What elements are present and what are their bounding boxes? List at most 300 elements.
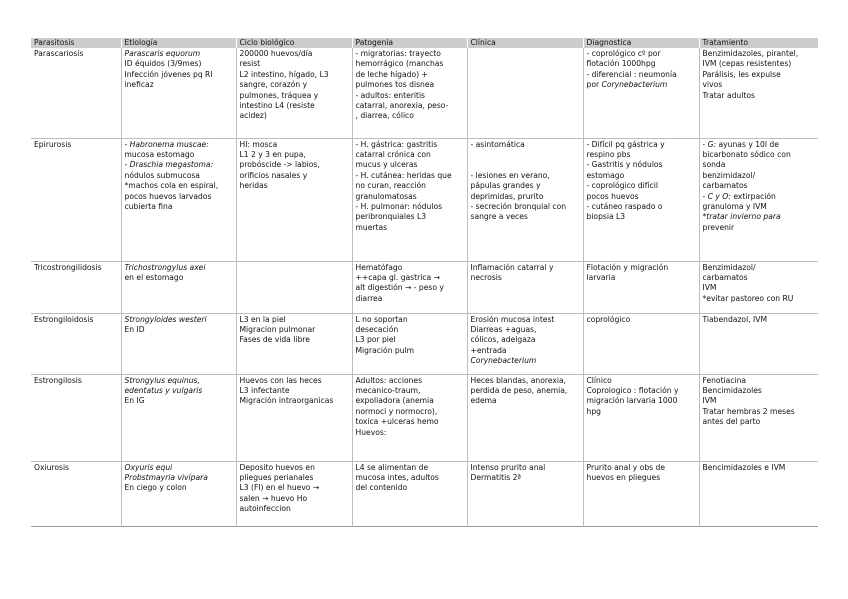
cell-text: acidez) xyxy=(239,111,267,121)
cell-parasitosis xyxy=(31,261,121,313)
cell-line xyxy=(240,70,349,80)
cell-line xyxy=(356,202,464,212)
cell-text: carbamatos xyxy=(702,181,748,191)
cell-text: carbamatos xyxy=(702,272,748,282)
cell-line xyxy=(703,294,816,304)
cell-line xyxy=(125,171,233,181)
cell-text: IVM xyxy=(702,396,717,406)
cell-text: Tratar adultos xyxy=(702,90,755,100)
cell-line xyxy=(587,70,696,80)
cell-text: ID équidos (3/9mes) xyxy=(124,59,202,69)
table-row xyxy=(31,313,818,374)
cell-text: necrosis xyxy=(470,272,502,282)
cell-line xyxy=(703,160,816,170)
cell-text: Dermatitis 2ª xyxy=(470,472,522,482)
cell-text: - secreción bronquial con xyxy=(470,201,567,211)
header-tratamiento: Tratamiento xyxy=(699,38,818,48)
cell-text: pulmones, tráquea y xyxy=(239,90,319,100)
cell-text: no curan, reacción xyxy=(355,181,426,191)
parasitosis-table xyxy=(31,38,818,527)
cell-line xyxy=(356,140,464,150)
cell-line xyxy=(356,192,464,202)
cell-line xyxy=(587,273,696,283)
cell-etiologia xyxy=(121,461,236,526)
cell-text: - coprológico difícil xyxy=(586,181,658,191)
cell-text: - cutáneo raspado o xyxy=(586,201,663,211)
cell-text: orificios nasales y xyxy=(239,170,308,180)
cell-text: Hematófago xyxy=(355,262,403,272)
cell-line xyxy=(356,407,464,417)
cell-text: Strongylus equinus, xyxy=(124,375,200,385)
cell-line xyxy=(703,223,816,233)
cell-line xyxy=(587,59,696,69)
cell-line xyxy=(703,463,816,473)
cell-line xyxy=(356,294,464,304)
cell-text: - H. gástrica: gastritis xyxy=(355,139,438,149)
cell-line xyxy=(240,59,349,69)
cell-text: Corynebacterium xyxy=(601,80,668,90)
cell-patogenia xyxy=(352,374,467,461)
cell-line xyxy=(587,192,696,202)
cell-line xyxy=(240,140,349,150)
cell-text: - H. cutánea: heridas que xyxy=(355,170,452,180)
header-etiologia: Etiología xyxy=(121,38,236,48)
cell-text: - xyxy=(124,160,130,170)
cell-text: Draschia megastoma: xyxy=(129,160,214,170)
cell-patogenia xyxy=(352,313,467,374)
cell-text: pocos huevos xyxy=(586,191,639,201)
cell-ciclo-biologico xyxy=(236,374,352,461)
cell-line xyxy=(587,463,696,473)
cell-etiologia xyxy=(121,374,236,461)
cell-ciclo-biologico xyxy=(236,138,352,261)
cell-patogenia xyxy=(352,48,467,138)
cell-text: hemorrágico (manchas xyxy=(355,59,444,69)
cell-line xyxy=(703,417,816,427)
cell-line xyxy=(356,315,464,325)
cell-text: Benzimidazol/ xyxy=(702,262,756,272)
cell-line xyxy=(587,473,696,483)
header-clinica: Clínica xyxy=(467,38,583,48)
cell-clinica xyxy=(467,48,583,138)
cell-text: intestino L4 (resiste xyxy=(239,101,315,111)
cell-line xyxy=(587,80,696,90)
cell-clinica xyxy=(467,261,583,313)
cell-text: larvaria xyxy=(586,272,616,282)
cell-text: Erosión mucosa intest xyxy=(470,314,555,324)
cell-text: resist xyxy=(239,59,261,69)
cell-text: *machos cola en espiral, xyxy=(124,181,219,191)
cell-tratamiento xyxy=(699,313,818,374)
cell-line xyxy=(125,59,233,69)
cell-text: ++capa gl. gastrica → xyxy=(355,272,440,282)
cell-line xyxy=(125,80,233,90)
cell-line xyxy=(356,70,464,80)
cell-text: - xyxy=(702,191,708,201)
cell-text: ayunas y 10l de xyxy=(716,139,779,149)
cell-text: ineficaz xyxy=(124,80,154,90)
cell-ciclo-biologico xyxy=(236,48,352,138)
cell-line xyxy=(34,49,118,59)
cell-line xyxy=(356,325,464,335)
cell-text: C y O: xyxy=(707,191,731,201)
cell-text: L1 2 y 3 en pupa, xyxy=(239,149,306,159)
cell-text: antes del parto xyxy=(702,417,761,427)
cell-text: muertas xyxy=(355,222,388,232)
header-parasitosis: Parasitosis xyxy=(31,38,121,48)
cell-line xyxy=(356,417,464,427)
cell-line xyxy=(587,160,696,170)
cell-text: En ID xyxy=(124,324,145,334)
cell-line xyxy=(240,376,349,386)
cell-line xyxy=(125,396,233,406)
cell-line xyxy=(356,335,464,345)
cell-diagnostica xyxy=(583,461,699,526)
cell-line xyxy=(356,376,464,386)
cell-line xyxy=(125,263,233,273)
cell-line xyxy=(703,171,816,181)
cell-line xyxy=(34,463,118,473)
cell-text: del contenido xyxy=(355,483,408,493)
cell-text: biopsia L3 xyxy=(586,212,626,222)
cell-text: sangre a veces xyxy=(470,212,528,222)
cell-text: Bencimidazoles e IVM xyxy=(702,462,786,472)
cell-line xyxy=(240,335,349,345)
cell-line xyxy=(471,202,580,212)
cell-text: diarrea xyxy=(355,293,383,303)
cell-line xyxy=(125,483,233,493)
cell-line xyxy=(471,473,580,483)
cell-text: cólicos, adelgaza xyxy=(470,335,536,345)
cell-text: - coprológico cº por xyxy=(586,49,661,58)
cell-text: 200000 huevos/día xyxy=(239,49,313,58)
cell-text: Prurito anal y obs de xyxy=(586,462,666,472)
cell-etiologia xyxy=(121,138,236,261)
cell-text: benzimidazol/ xyxy=(702,170,756,180)
cell-line xyxy=(471,212,580,222)
cell-text: desecación xyxy=(355,324,399,334)
cell-line xyxy=(471,171,580,181)
cell-line xyxy=(240,473,349,483)
table-row xyxy=(31,261,818,313)
cell-line xyxy=(240,160,349,170)
cell-text: coprológico xyxy=(586,314,631,324)
cell-line xyxy=(471,376,580,386)
cell-patogenia xyxy=(352,461,467,526)
cell-parasitosis xyxy=(31,374,121,461)
cell-text: Strongyloides westeri xyxy=(124,314,207,324)
cell-text: toxica +ulceras hemo xyxy=(355,417,439,427)
cell-line xyxy=(356,80,464,90)
cell-line xyxy=(356,59,464,69)
cell-line xyxy=(240,150,349,160)
cell-text: Infección jóvenes pq RI xyxy=(124,69,213,79)
cell-line xyxy=(471,335,580,345)
cell-etiologia xyxy=(121,48,236,138)
cell-text: bicarbonato sódico con xyxy=(702,149,791,159)
cell-text: - Difícil pq gástrica y xyxy=(586,139,665,149)
cell-text: Trichostrongylus axei xyxy=(124,262,206,272)
cell-text: Probstmayria vivípara xyxy=(124,472,208,482)
cell-line xyxy=(240,80,349,90)
cell-line xyxy=(356,171,464,181)
cell-text: perdida de peso, anemia, xyxy=(470,385,568,395)
cell-line xyxy=(125,386,233,396)
cell-line xyxy=(703,70,816,80)
cell-line xyxy=(240,463,349,473)
cell-clinica xyxy=(467,313,583,374)
cell-text: huevos en pliegues xyxy=(586,472,661,482)
cell-line xyxy=(703,283,816,293)
cell-text: Migración intraorganicas xyxy=(239,396,334,406)
cell-diagnostica xyxy=(583,313,699,374)
cell-text: *tratar invierno para xyxy=(702,212,781,222)
cell-line xyxy=(587,396,696,406)
cell-text: salen → huevo Ho xyxy=(239,493,308,503)
cell-patogenia xyxy=(352,138,467,261)
cell-ciclo-biologico xyxy=(236,313,352,374)
cell-tratamiento xyxy=(699,48,818,138)
cell-line xyxy=(125,463,233,473)
cell-text: edema xyxy=(470,396,497,406)
cell-diagnostica xyxy=(583,261,699,313)
cell-clinica xyxy=(467,374,583,461)
cell-line xyxy=(356,49,464,59)
table-row xyxy=(31,374,818,461)
cell-line xyxy=(240,315,349,325)
cell-text: Diarreas +aguas, xyxy=(470,324,537,334)
cell-text: sangre, corazón y xyxy=(239,80,308,90)
cell-line xyxy=(356,91,464,101)
cell-line xyxy=(587,212,696,222)
cell-line xyxy=(125,140,233,150)
cell-line xyxy=(356,473,464,483)
cell-text: Flotación y migración xyxy=(586,262,669,272)
cell-text: hpg xyxy=(586,406,601,416)
cell-etiologia xyxy=(121,313,236,374)
cell-line xyxy=(240,396,349,406)
cell-line xyxy=(125,49,233,59)
cell-text: migración larvaria 1000 xyxy=(586,396,678,406)
cell-line xyxy=(356,386,464,396)
cell-line xyxy=(471,386,580,396)
cell-text: extirpación xyxy=(730,191,776,201)
cell-line xyxy=(471,463,580,473)
table-body xyxy=(31,48,818,526)
cell-text: Clínico xyxy=(586,375,612,385)
table-row xyxy=(31,461,818,526)
cell-text: Parascaris equorum xyxy=(124,49,201,58)
cell-text: Huevos: xyxy=(355,427,387,437)
cell-line xyxy=(587,171,696,181)
cell-text: +entrada xyxy=(470,345,507,355)
cell-text: de leche hígado) + xyxy=(355,69,428,79)
cell-text: En ciego y colon xyxy=(124,483,187,493)
cell-line xyxy=(125,181,233,191)
cell-line xyxy=(471,160,580,170)
cell-line xyxy=(587,181,696,191)
cell-tratamiento xyxy=(699,261,818,313)
cell-line xyxy=(240,325,349,335)
cell-text: estomago xyxy=(586,170,625,180)
cell-text: En IG xyxy=(124,396,145,406)
cell-line xyxy=(356,263,464,273)
cell-line xyxy=(125,315,233,325)
cell-text: Tiabendazol, IVM xyxy=(702,314,768,324)
cell-text: Oxyuris equi xyxy=(124,462,173,472)
table-row xyxy=(31,48,818,138)
cell-line xyxy=(703,376,816,386)
cell-text: Huevos con las heces xyxy=(239,375,322,385)
cell-etiologia xyxy=(121,261,236,313)
cell-parasitosis xyxy=(31,461,121,526)
cell-parasitosis xyxy=(31,313,121,374)
cell-text: pliegues perianales xyxy=(239,472,314,482)
cell-diagnostica xyxy=(583,374,699,461)
cell-clinica xyxy=(467,461,583,526)
cell-line xyxy=(587,49,696,59)
cell-text: granuloma y IVM xyxy=(702,201,767,211)
cell-line xyxy=(356,212,464,222)
header-ciclo-biologico: Ciclo biológico xyxy=(236,38,352,48)
cell-text: L3 (FI) en el huevo → xyxy=(239,483,320,493)
cell-line xyxy=(471,181,580,191)
cell-ciclo-biologico xyxy=(236,461,352,526)
cell-line xyxy=(703,202,816,212)
cell-text: - asintomática xyxy=(470,139,525,149)
cell-line xyxy=(356,428,464,438)
cell-parasitosis xyxy=(31,138,121,261)
cell-text: Migración pulm xyxy=(355,345,415,355)
cell-text: Bencimidazoles xyxy=(702,385,762,395)
cell-line xyxy=(703,315,816,325)
cell-line xyxy=(703,192,816,202)
cell-text: Habronema muscae: xyxy=(129,139,209,149)
cell-line xyxy=(125,325,233,335)
cell-text: Epirurosis xyxy=(34,139,72,149)
cell-text: Intenso prurito anal xyxy=(470,462,546,472)
cell-text: sonda xyxy=(702,160,726,170)
cell-line xyxy=(703,212,816,222)
cell-line xyxy=(125,160,233,170)
table-row xyxy=(31,138,818,261)
cell-text: - migratorias: trayecto xyxy=(355,49,441,58)
cell-line xyxy=(125,273,233,283)
cell-line xyxy=(703,140,816,150)
cell-text: IVM (cepas resistentes) xyxy=(702,59,792,69)
cell-text: autoinfeccion xyxy=(239,504,291,514)
cell-line xyxy=(471,396,580,406)
cell-line xyxy=(125,473,233,483)
cell-line xyxy=(703,181,816,191)
cell-text: Heces blandas, anorexia, xyxy=(470,375,567,385)
cell-diagnostica xyxy=(583,48,699,138)
cell-text: nódulos submucosa xyxy=(124,170,200,180)
cell-text: vivos xyxy=(702,80,723,90)
cell-line xyxy=(34,263,118,273)
cell-line xyxy=(587,150,696,160)
cell-text: L2 intestino, hígado, L3 xyxy=(239,69,329,79)
cell-line xyxy=(703,150,816,160)
header-diagnostica: Diagnostica xyxy=(583,38,699,48)
cell-text: expoliadora (anemia xyxy=(355,396,434,406)
header-row xyxy=(31,38,818,48)
cell-text: *evitar pastoreo con RU xyxy=(702,293,794,303)
cell-line xyxy=(240,386,349,396)
cell-text: mucosa estomago xyxy=(124,149,195,159)
cell-text: L no soportan xyxy=(355,314,408,324)
cell-line xyxy=(471,263,580,273)
cell-text: Deposito huevos en xyxy=(239,462,315,472)
cell-text: Adultos: acciones xyxy=(355,375,423,385)
cell-text: - H. pulmonar: nódulos xyxy=(355,201,443,211)
cell-text: - xyxy=(702,139,708,149)
cell-text: alt digestión → - peso y xyxy=(355,283,444,293)
cell-line xyxy=(587,263,696,273)
cell-line xyxy=(240,494,349,504)
cell-tratamiento xyxy=(699,374,818,461)
cell-text: Migracion pulmonar xyxy=(239,324,316,334)
cell-text: - diferencial : neumonía xyxy=(586,69,677,79)
cell-text: probóscide -> labios, xyxy=(239,160,320,170)
cell-line xyxy=(240,91,349,101)
cell-line xyxy=(356,463,464,473)
cell-tratamiento xyxy=(699,461,818,526)
cell-line xyxy=(703,59,816,69)
cell-text: Oxiurosis xyxy=(34,462,70,472)
cell-line xyxy=(703,386,816,396)
cell-line xyxy=(125,376,233,386)
cell-text: prevenir xyxy=(702,222,735,232)
cell-text: Fases de vida libre xyxy=(239,335,310,345)
cell-text: Inflamación catarral y xyxy=(470,262,554,272)
cell-text: pocos huevos larvados xyxy=(124,191,212,201)
cell-text: respino pbs xyxy=(586,149,631,159)
cell-text: - adultos: enteritis xyxy=(355,90,426,100)
cell-clinica xyxy=(467,138,583,261)
cell-line xyxy=(703,91,816,101)
cell-line xyxy=(587,202,696,212)
cell-line xyxy=(471,140,580,150)
cell-line xyxy=(471,356,580,366)
cell-text: peribronquiales L3 xyxy=(355,212,427,222)
cell-line xyxy=(703,273,816,283)
cell-text: en el estomago xyxy=(124,272,184,282)
cell-tratamiento xyxy=(699,138,818,261)
cell-line xyxy=(356,150,464,160)
cell-line xyxy=(240,101,349,111)
cell-line xyxy=(125,192,233,202)
cell-text: normoci y normocro), xyxy=(355,406,438,416)
cell-line xyxy=(34,376,118,386)
cell-text: HI: mosca xyxy=(239,139,278,149)
cell-line xyxy=(240,49,349,59)
cell-line xyxy=(125,70,233,80)
cell-text: Estrongiloidosis xyxy=(34,314,94,324)
cell-line xyxy=(240,483,349,493)
cell-line xyxy=(471,192,580,202)
cell-text: G: xyxy=(707,139,717,149)
cell-line xyxy=(471,315,580,325)
cell-text: L3 por piel xyxy=(355,335,396,345)
cell-text: L3 infectante xyxy=(239,385,290,395)
cell-line xyxy=(356,346,464,356)
cell-text: L4 se alimentan de xyxy=(355,462,429,472)
cell-text: pápulas grandes y xyxy=(470,181,541,191)
cell-line xyxy=(240,171,349,181)
cell-line xyxy=(471,325,580,335)
cell-line xyxy=(125,150,233,160)
